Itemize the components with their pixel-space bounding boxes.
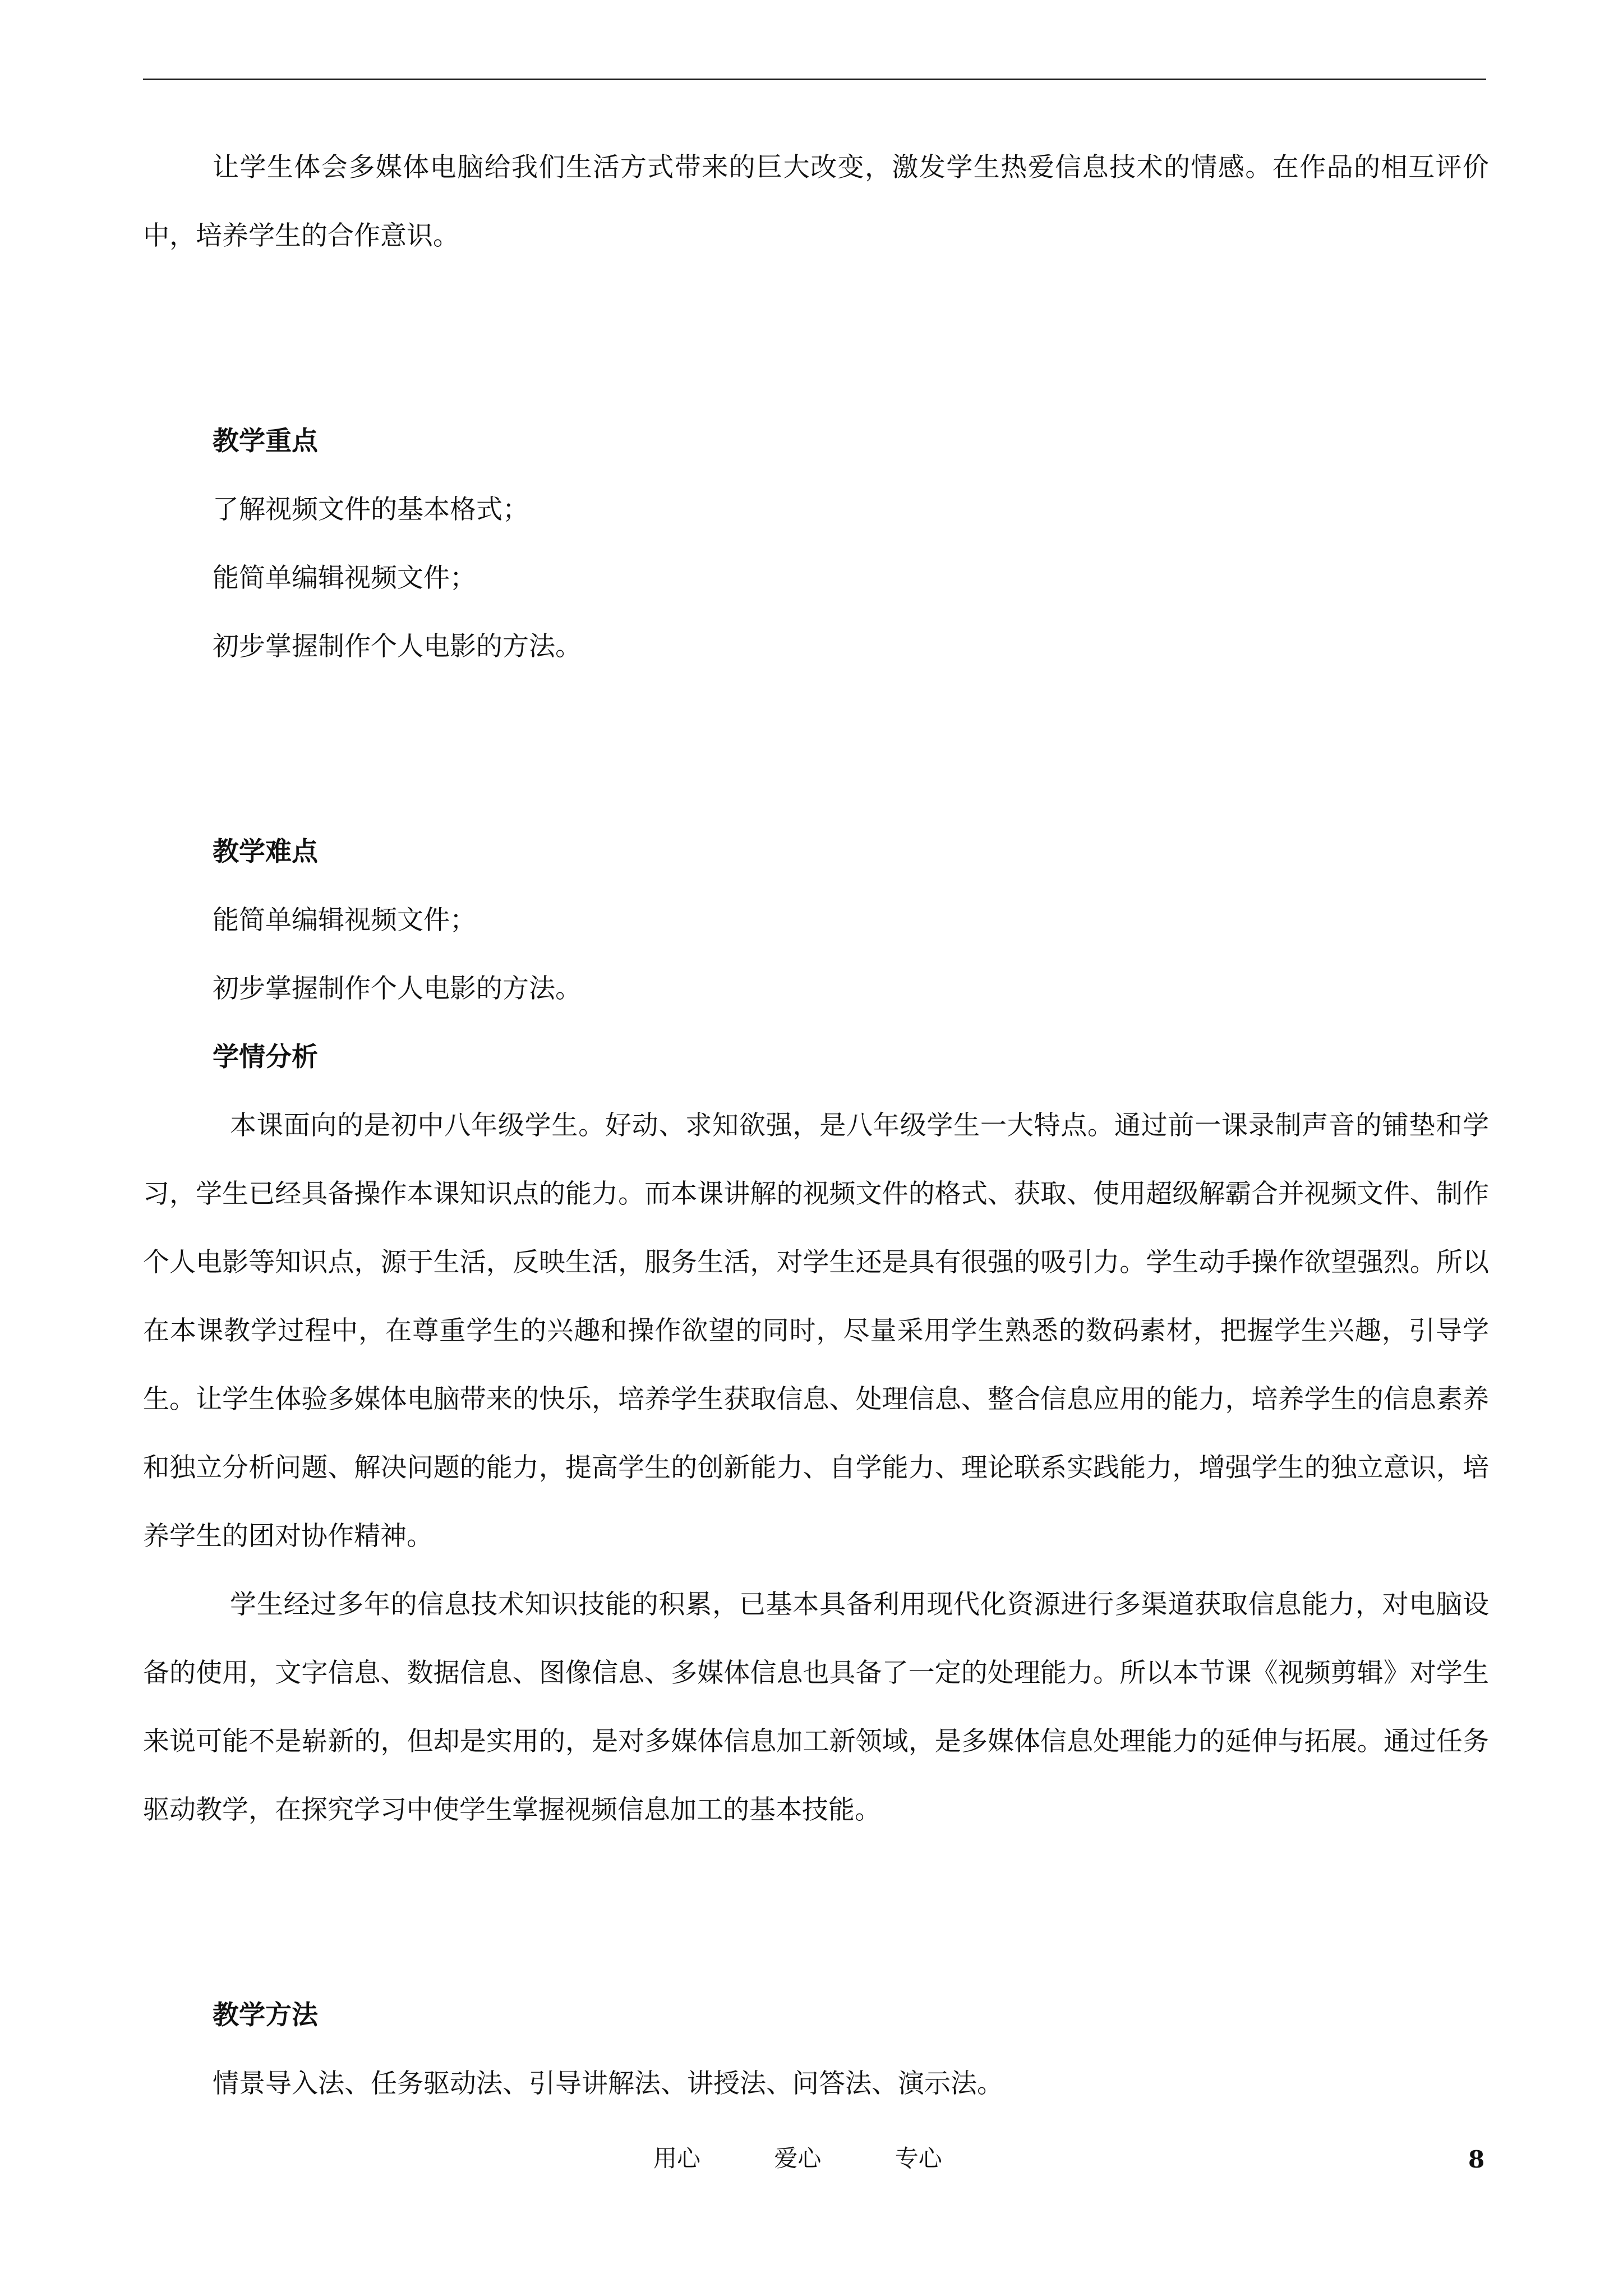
intro-paragraph: 让学生体会多媒体电脑给我们生活方式带来的巨大改变，激发学生热爱信息技术的情感。在作品的相互评价中，培养学生的合作意识。 xyxy=(143,152,1489,251)
page-footer xyxy=(0,2142,1623,2187)
footer-motto: 用心 xyxy=(653,2145,701,2172)
document-body xyxy=(143,134,1489,2118)
methods-section xyxy=(143,1981,1489,2118)
spacer xyxy=(143,1844,1489,1981)
difficulties-section xyxy=(143,818,1489,1092)
difficulties-heading: 教学难点 xyxy=(213,836,318,867)
analysis-heading: 学情分析 xyxy=(213,1042,318,1073)
key-point-item: 能简单编辑视频文件； xyxy=(213,563,476,593)
footer-motto: 专心 xyxy=(895,2145,942,2172)
footer-mottos xyxy=(653,2142,942,2175)
key-points-heading: 教学重点 xyxy=(213,426,318,457)
key-point-item: 了解视频文件的基本格式； xyxy=(213,494,529,525)
spacer xyxy=(143,270,1489,407)
methods-heading: 教学方法 xyxy=(213,2000,318,2031)
key-points-section xyxy=(143,407,1489,681)
methods-text: 情景导入法、任务驱动法、引导讲解法、讲授法、问答法、演示法。 xyxy=(213,2068,1003,2099)
footer-motto: 爱心 xyxy=(774,2145,822,2172)
difficulty-item: 能简单编辑视频文件； xyxy=(213,905,476,936)
spacer xyxy=(143,681,1489,818)
analysis-paragraph: 本课面向的是初中八年级学生。好动、求知欲强，是八年级学生一大特点。通过前一课录制声音的铺垫和学习，学生已经具备操作本课知识点的能力。而本课讲解的视频文件的格式、获取、使用超级解霸合并视频文件、制作个人电影等知识点，源于生活，反映生活，服务生活，对学生还是具有很强的吸引力。学生动手操作欲望强烈。所以在本课教学过程中，在尊重学生的兴趣和操作欲望的同时，尽量采用学生熟悉的数码素材，把握学生兴趣，引导学生。让学生体验多媒体电脑带来的快乐，培养学生获取信息、处理信息、整合信息应用的能力，培养学生的信息素养和独立分析问题、解决问题的能力，提高学生的创新能力、自学能力、理论联系实践能力，增强学生的独立意识，培养学生的团对协作精神。 xyxy=(143,1110,1489,1552)
difficulty-item: 初步掌握制作个人电影的方法。 xyxy=(213,973,582,1004)
header-rule xyxy=(143,79,1486,80)
page-number: 8 xyxy=(1468,2146,1485,2173)
key-point-item: 初步掌握制作个人电影的方法。 xyxy=(213,631,582,662)
analysis-paragraph: 学生经过多年的信息技术知识技能的积累，已基本具备利用现代化资源进行多渠道获取信息能力，对电脑设备的使用，文字信息、数据信息、图像信息、多媒体信息也具备了一定的处理能力。所以本节课《视频剪辑》对学生来说可能不是崭新的，但却是实用的，是对多媒体信息加工新领域，是多媒体信息处理能力的延伸与拓展。通过任务驱动教学，在探究学习中使学生掌握视频信息加工的基本技能。 xyxy=(143,1589,1489,1825)
